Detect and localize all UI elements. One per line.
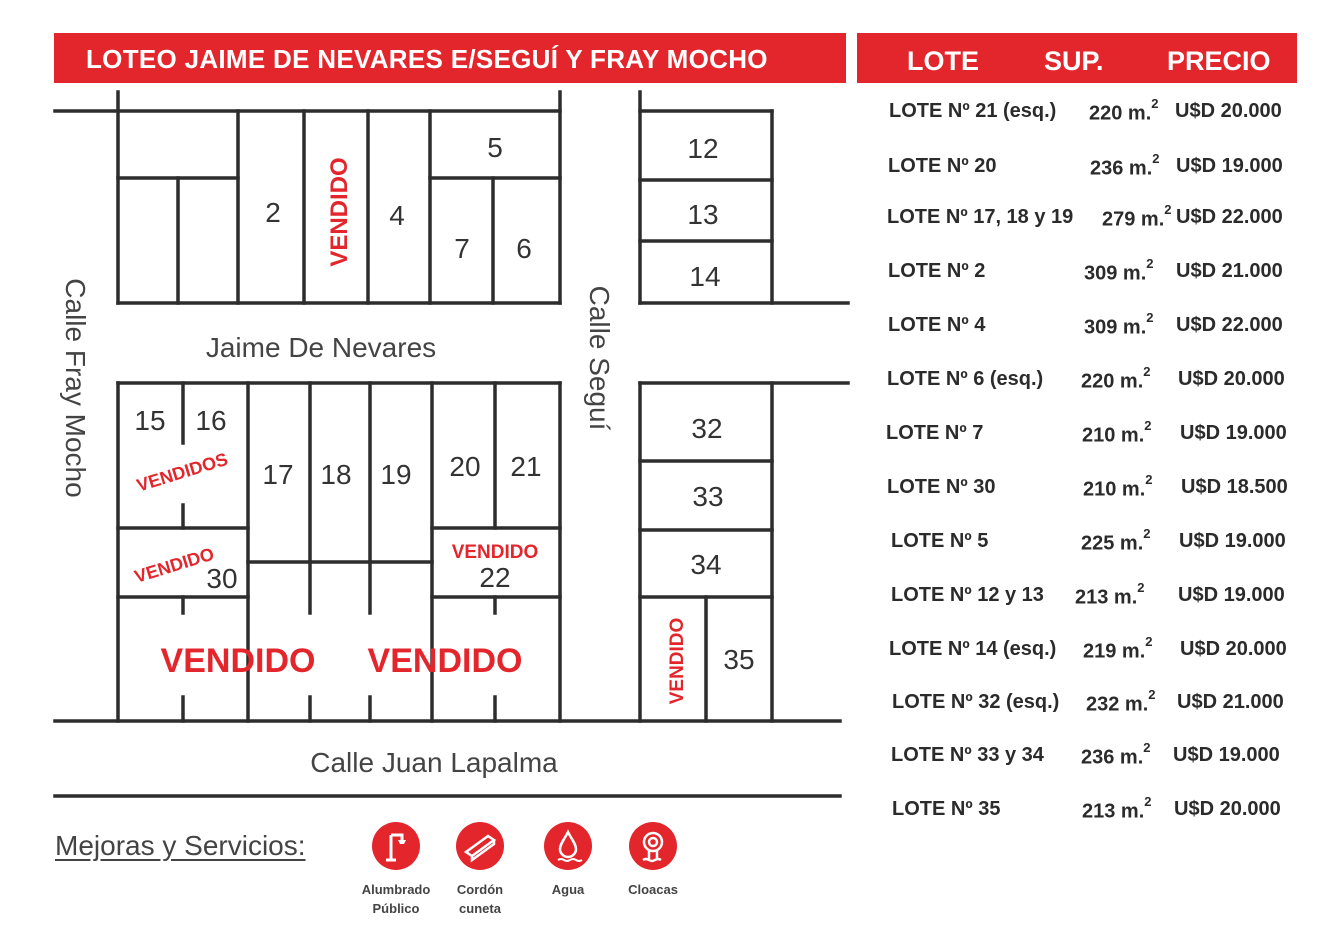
price-row	[860, 96, 1310, 130]
price-row-sup: 213 m.$^2$	[1082, 794, 1152, 823]
lot-5: 5	[487, 132, 503, 163]
header-precio: PRECIO	[1167, 46, 1271, 76]
streetlight-icon	[372, 822, 420, 870]
price-row-sup: 219 m.$^2$	[1083, 634, 1153, 663]
service-label-line1: Alumbrado	[361, 882, 431, 897]
price-row-precio: U$D 19.000	[1176, 155, 1283, 177]
street-segui: Calle Seguí	[584, 285, 615, 431]
street-jaime-de-nevares: Jaime De Nevares	[205, 332, 437, 363]
price-row-sup: 213 m.$^2$	[1075, 580, 1145, 609]
lot-4: 4	[389, 200, 405, 231]
sold-label-bottom-left: VENDIDO	[160, 642, 316, 680]
service-label-line1: Cloacas	[628, 882, 678, 897]
lot-35: 35	[723, 644, 755, 675]
price-row-sup: 210 m.$^2$	[1083, 472, 1153, 501]
street-fray-mocho: Calle Fray Mocho	[60, 278, 91, 498]
price-row-lote: LOTE Nº 4	[888, 314, 986, 336]
lot-19: 19	[380, 459, 412, 490]
curb-icon	[456, 822, 504, 870]
service-label-line1: Agua	[551, 882, 585, 897]
service-label-line2: cuneta	[459, 901, 501, 916]
sold-label-lot-36: VENDIDO	[667, 617, 688, 705]
price-row-precio: U$D 19.000	[1173, 744, 1280, 766]
price-row-precio: U$D 18.500	[1181, 476, 1288, 498]
price-row	[860, 740, 1310, 774]
header-sup: SUP.	[1044, 46, 1104, 76]
service-label-line2: Público	[372, 901, 420, 916]
sold-label-bottom-center: VENDIDO	[367, 642, 523, 680]
price-row-precio: U$D 20.000	[1180, 638, 1287, 660]
price-row-precio: U$D 19.000	[1178, 584, 1285, 606]
price-row-lote: LOTE Nº 6 (esq.)	[887, 368, 1044, 390]
price-row	[860, 310, 1310, 344]
services-label: Mejoras y Servicios:	[55, 830, 306, 861]
sold-label-lots-15-16: VENDIDOS	[134, 448, 231, 496]
price-row-sup: 279 m.$^2$	[1102, 202, 1172, 231]
price-row-sup: 210 m.$^2$	[1082, 418, 1152, 447]
lot-13: 13	[687, 199, 719, 230]
price-row-sup: 236 m.$^2$	[1090, 151, 1160, 180]
price-row-precio: U$D 22.000	[1176, 314, 1283, 336]
price-row-precio: U$D 22.000	[1176, 206, 1283, 228]
lot-30: 30	[206, 563, 238, 594]
sold-label-lot-23: VENDIDO	[451, 542, 539, 563]
price-row	[860, 256, 1310, 290]
lot-17: 17	[262, 459, 294, 490]
price-row-sup: 220 m.$^2$	[1089, 96, 1159, 125]
service-label-line1: Cordón	[456, 882, 504, 897]
price-row	[860, 364, 1310, 398]
price-row-precio: U$D 21.000	[1176, 260, 1283, 282]
price-row-precio: U$D 19.000	[1180, 422, 1287, 444]
lot-12: 12	[687, 133, 719, 164]
lot-34: 34	[690, 549, 722, 580]
price-row-precio: U$D 20.000	[1175, 100, 1282, 122]
price-row	[860, 202, 1310, 236]
price-row-lote: LOTE Nº 21 (esq.)	[889, 100, 1057, 122]
service-curb	[430, 822, 530, 918]
price-row-sup: 232 m.$^2$	[1086, 687, 1156, 716]
price-row	[860, 794, 1310, 828]
title-banner: LOTEO JAIME DE NEVARES E/SEGUÍ Y FRAY MOCHO	[54, 33, 846, 83]
service-sewer	[603, 822, 703, 899]
lot-16: 16	[195, 405, 227, 436]
price-row	[860, 151, 1310, 185]
price-row	[860, 687, 1310, 721]
lot-6: 6	[516, 233, 532, 264]
lot-21: 21	[510, 451, 542, 482]
price-table-header	[857, 33, 1297, 83]
price-row-sup: 309 m.$^2$	[1084, 310, 1154, 339]
price-row-sup: 309 m.$^2$	[1084, 256, 1154, 285]
header-lote: LOTE	[907, 46, 979, 76]
lot-2: 2	[265, 197, 281, 228]
price-row-lote: LOTE Nº 32 (esq.)	[892, 691, 1060, 713]
lot-18: 18	[320, 459, 352, 490]
price-row-lote: LOTE Nº 5	[891, 530, 989, 552]
price-row	[860, 472, 1310, 506]
price-row-lote: LOTE Nº 20	[888, 155, 997, 177]
lot-22: 22	[479, 562, 511, 593]
lot-32: 32	[691, 413, 723, 444]
price-row	[860, 418, 1310, 452]
water-drop-icon	[544, 822, 592, 870]
lot-15: 15	[134, 405, 166, 436]
price-row	[860, 526, 1310, 560]
sold-label-lot-31: VENDIDO	[132, 543, 217, 587]
lot-7: 7	[454, 233, 470, 264]
price-row-lote: LOTE Nº 2	[888, 260, 986, 282]
price-row-lote: LOTE Nº 12 y 13	[891, 584, 1044, 606]
price-row-precio: U$D 21.000	[1177, 691, 1284, 713]
sold-label-lot-3: VENDIDO	[326, 157, 353, 267]
price-row-lote: LOTE Nº 7	[886, 422, 984, 444]
lot-33: 33	[692, 481, 724, 512]
price-row-sup: 220 m.$^2$	[1081, 364, 1151, 393]
price-row	[860, 634, 1310, 668]
price-row-lote: LOTE Nº 30	[887, 476, 996, 498]
lot-20: 20	[449, 451, 481, 482]
price-row-lote: LOTE Nº 14 (esq.)	[889, 638, 1057, 660]
price-row-sup: 236 m.$^2$	[1081, 740, 1151, 769]
price-row-lote: LOTE Nº 17, 18 y 19	[887, 206, 1074, 228]
price-row-lote: LOTE Nº 33 y 34	[891, 744, 1044, 766]
price-row-precio: U$D 20.000	[1178, 368, 1285, 390]
price-row-precio: U$D 20.000	[1174, 798, 1281, 820]
price-row-lote: LOTE Nº 35	[892, 798, 1001, 820]
street-juan-lapalma: Calle Juan Lapalma	[310, 747, 558, 778]
sewer-pipe-icon	[629, 822, 677, 870]
price-row-precio: U$D 19.000	[1179, 530, 1286, 552]
price-row	[860, 580, 1310, 614]
lot-14: 14	[689, 261, 721, 292]
price-row-sup: 225 m.$^2$	[1081, 526, 1151, 555]
